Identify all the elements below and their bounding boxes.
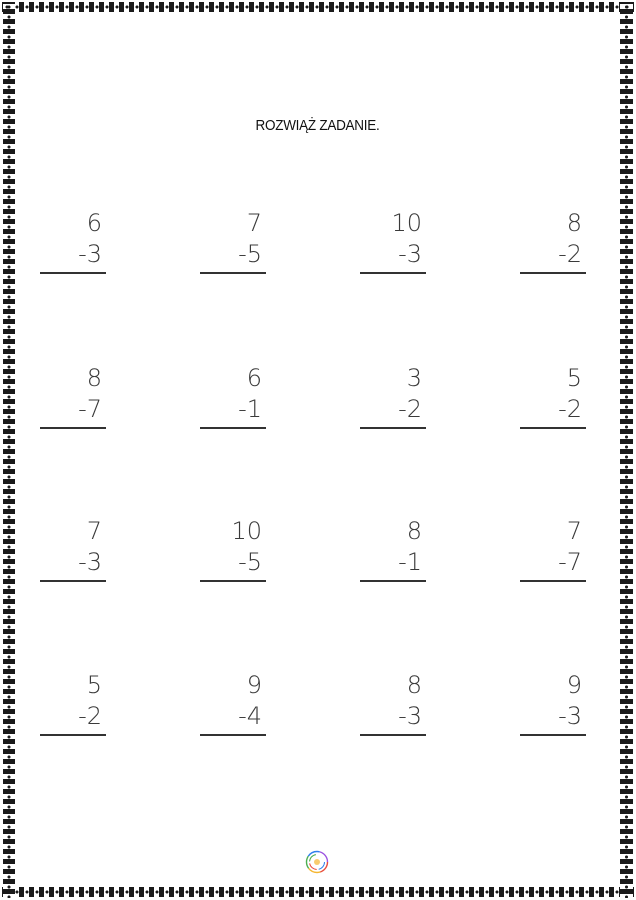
subtraction-problem <box>40 364 106 434</box>
subtrahend: -3 <box>78 240 102 268</box>
border-top-dots <box>2 2 634 12</box>
subtraction-problem <box>200 364 266 434</box>
answer-line[interactable] <box>520 734 586 736</box>
subtrahend: -5 <box>238 240 262 268</box>
minuend: 7 <box>566 517 582 545</box>
answer-line[interactable] <box>200 580 266 582</box>
subtraction-problem <box>360 364 426 434</box>
minuend: 8 <box>406 671 422 699</box>
minuend: 5 <box>566 364 582 392</box>
worksheet-content <box>18 14 617 884</box>
worksheet-title: ROZWIĄŻ ZADANIE. <box>255 117 380 134</box>
subtrahend: -3 <box>558 702 582 730</box>
minuend: 7 <box>246 209 262 237</box>
answer-line[interactable] <box>360 734 426 736</box>
subtraction-problem <box>520 671 586 741</box>
subtrahend: -3 <box>398 702 422 730</box>
subtraction-problem <box>360 671 426 741</box>
subtraction-problem <box>40 209 106 279</box>
minuend: 10 <box>391 209 422 237</box>
subtrahend: -2 <box>78 702 102 730</box>
subtraction-problem <box>520 364 586 434</box>
answer-line[interactable] <box>360 427 426 429</box>
minuend: 7 <box>86 517 102 545</box>
minuend: 6 <box>86 209 102 237</box>
subtrahend: -7 <box>78 395 102 423</box>
answer-line[interactable] <box>200 272 266 274</box>
subtraction-problem <box>520 209 586 279</box>
answer-line[interactable] <box>40 427 106 429</box>
border-left-dots <box>3 2 15 898</box>
subtrahend: -1 <box>238 395 262 423</box>
minuend: 10 <box>231 517 262 545</box>
minuend: 3 <box>406 364 422 392</box>
answer-line[interactable] <box>200 734 266 736</box>
answer-line[interactable] <box>40 734 106 736</box>
minuend: 8 <box>566 209 582 237</box>
answer-line[interactable] <box>360 580 426 582</box>
subtraction-problem <box>360 209 426 279</box>
border-bottom-dots <box>2 887 634 897</box>
minuend: 9 <box>566 671 582 699</box>
subtrahend: -3 <box>78 548 102 576</box>
answer-line[interactable] <box>200 427 266 429</box>
answer-line[interactable] <box>520 427 586 429</box>
minuend: 5 <box>86 671 102 699</box>
subtrahend: -2 <box>398 395 422 423</box>
subtraction-problem <box>40 517 106 587</box>
subtraction-problem <box>360 517 426 587</box>
minuend: 8 <box>406 517 422 545</box>
minuend: 6 <box>246 364 262 392</box>
subtrahend: -2 <box>558 240 582 268</box>
answer-line[interactable] <box>520 580 586 582</box>
subtrahend: -5 <box>238 548 262 576</box>
problem-grid <box>18 14 617 884</box>
subtrahend: -2 <box>558 395 582 423</box>
answer-line[interactable] <box>40 580 106 582</box>
answer-line[interactable] <box>520 272 586 274</box>
subtraction-problem <box>40 671 106 741</box>
answer-line[interactable] <box>360 272 426 274</box>
circular-rainbow-logo-icon <box>305 850 329 874</box>
subtrahend: -3 <box>398 240 422 268</box>
answer-line[interactable] <box>40 272 106 274</box>
border-right-dots <box>620 2 633 898</box>
subtraction-problem <box>200 209 266 279</box>
subtraction-problem <box>200 517 266 587</box>
subtrahend: -4 <box>238 702 262 730</box>
subtrahend: -7 <box>558 548 582 576</box>
subtrahend: -1 <box>398 548 422 576</box>
minuend: 9 <box>246 671 262 699</box>
subtraction-problem <box>200 671 266 741</box>
minuend: 8 <box>86 364 102 392</box>
subtraction-problem <box>520 517 586 587</box>
